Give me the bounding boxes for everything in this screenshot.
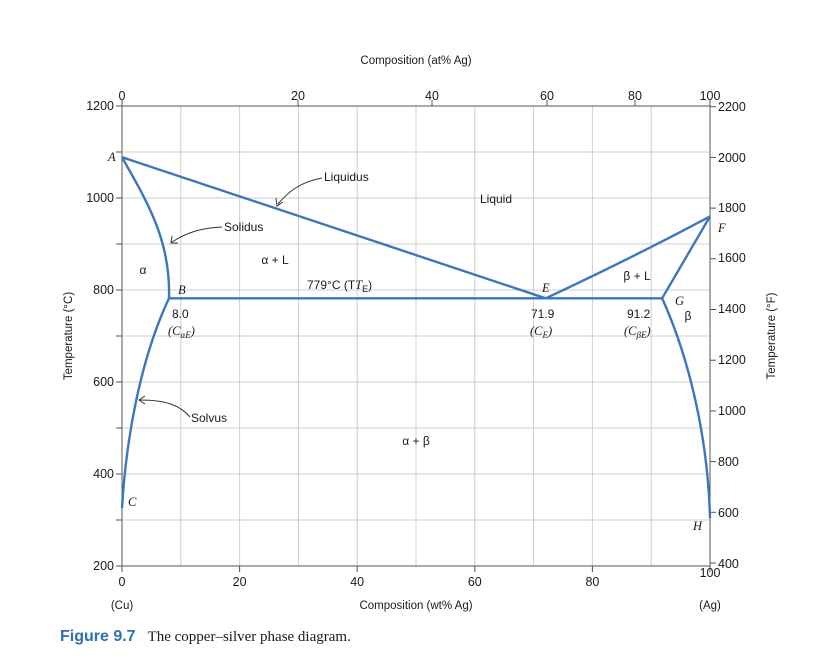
grid [122,106,710,566]
solidus-annotation: Solidus [224,220,264,234]
e-symbol-open: (C [530,324,543,338]
point-label-a: A [108,150,116,164]
left-tick-label: 1200 [86,99,114,113]
right-tick-label: 1200 [718,353,746,367]
right-tick-label: 800 [718,455,739,469]
b-symbol-open: (C [168,324,181,338]
region-beta: β [684,309,692,323]
bottom-tick-label: 0 [118,575,126,589]
left-end-label: (Cu) [110,600,134,612]
region-alpha: α [139,263,147,277]
solvus-annotation: Solvus [191,411,228,425]
e-symbol-sub: E [542,330,548,340]
figure-number: Figure 9.7 [60,628,136,645]
point-label-c: C [128,495,137,509]
left-axis-title: Temperature (°C) [63,291,75,381]
liquidus-annotation: Liquidus [324,170,369,184]
g-symbol-sub: βE [636,330,647,340]
right-tick-label: 1600 [718,251,746,265]
b-symbol-close: ) [190,324,195,338]
eutectic-temp-close: ) [368,278,373,292]
eutectic-temp-sub: E [362,284,369,294]
point-label-g: G [675,294,685,308]
solidus-leader [172,227,222,242]
region-alpha-plus-liquid: α + L [261,253,289,267]
point-label-f: F [718,221,726,235]
b-composition-value: 8.0 [172,307,189,321]
top-axis-title: Composition (at% Ag) [360,55,472,67]
point-label-h: H [693,519,703,533]
liquidus-leader [278,178,322,204]
left-tick-label: 800 [93,283,114,297]
left-tick-label: 400 [93,467,114,481]
top-tick-label: 40 [425,89,439,103]
bottom-tick-label: 20 [232,575,247,589]
right-tick-label: 1400 [718,302,746,316]
left-tick-labels [86,99,114,573]
left-tick-label: 200 [93,559,114,573]
g-symbol-open: (C [624,324,637,338]
region-alpha-plus-beta: α + β [402,434,430,448]
e-composition-value: 71.9 [531,307,555,321]
region-liquid: Liquid [479,192,513,206]
right-tick-label: 1000 [718,404,746,418]
bottom-tick-label: 100 [699,566,721,580]
region-beta-plus-liquid: β + L [623,269,651,283]
g-composition-value: 91.2 [627,307,651,321]
solvus-alpha-curve [122,298,169,508]
right-tick-label: 600 [718,506,739,520]
left-tick-label: 600 [93,375,114,389]
bottom-tick-label: 80 [585,575,600,589]
bottom-tick-label: 40 [350,575,365,589]
right-end-label: (Ag) [699,600,721,612]
solvus-beta-curve [662,298,710,518]
top-tick-label: 60 [540,89,554,103]
top-tick-label: 20 [291,89,305,103]
g-symbol-close: ) [646,324,651,338]
left-tick-label: 1000 [86,191,114,205]
point-label-b: B [178,283,186,297]
bottom-tick-label: 60 [467,575,482,589]
eutectic-temp-symbol: T [355,278,363,292]
e-symbol-close: ) [548,324,553,338]
solidus-alpha-curve [122,157,169,298]
bottom-tick-labels [119,566,721,589]
point-label-e: E [542,281,550,295]
right-tick-labels [718,100,746,571]
b-composition-symbol [168,324,195,340]
e-composition-symbol [530,324,552,340]
right-axis-title: Temperature (°F) [766,292,778,380]
right-tick-label: 2200 [718,100,746,114]
eutectic-temperature-label [307,278,372,294]
top-tick-label: 100 [699,89,721,103]
right-tick-label: 1800 [718,201,746,215]
solvus-leader [140,400,190,417]
bottom-axis-title: Composition (wt% Ag) [359,600,473,612]
figure-caption-text: The copper–silver phase diagram. [147,629,351,645]
top-tick-label: 0 [118,89,126,103]
top-tick-label: 80 [628,89,642,103]
right-tick-label: 400 [718,557,739,571]
b-symbol-sub: αE [180,330,191,340]
top-tick-labels [119,89,721,103]
figure-caption [60,628,760,646]
eutectic-temp-text: 779°C (T [307,278,356,292]
right-tick-label: 2000 [718,151,746,165]
g-composition-symbol [624,324,651,340]
